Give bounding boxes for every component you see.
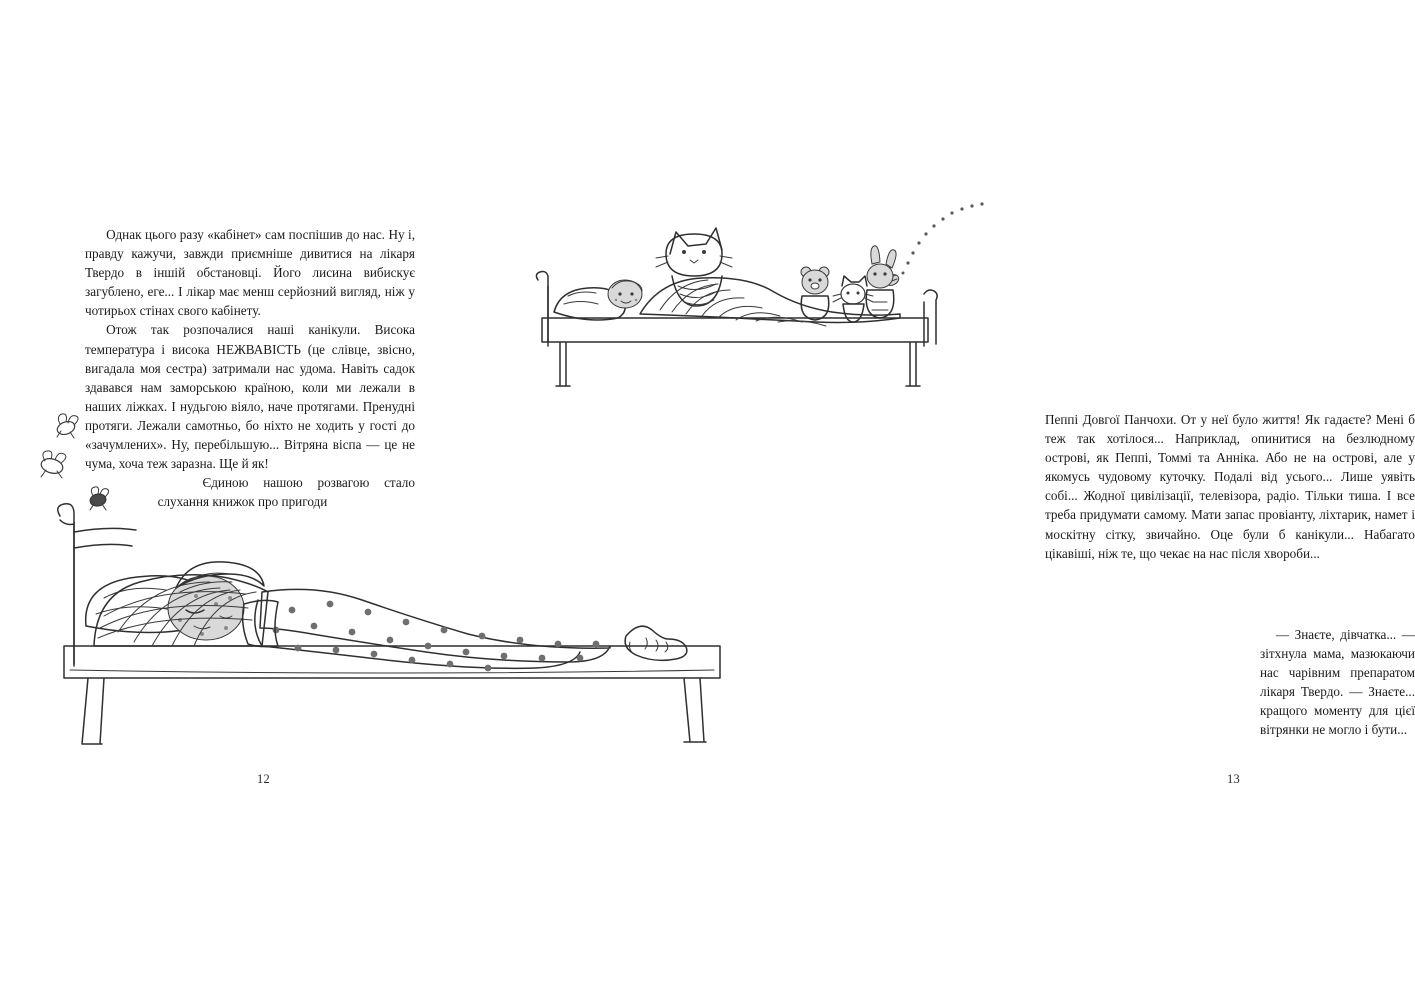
- paragraph: Однак цього разу «кабінет» сам поспішив до нас. Ну і, правду кажучи, завжди приємніше дивитися на лікаря Твердо в іншій обстановці. Його лисина вибискує загублено, еге... І лікар має менш серйозний вигляд, ніж у чотирьох стінах свого кабінету.: [85, 227, 415, 319]
- right-page-text-main: [1045, 410, 1415, 563]
- left-page-text: [85, 225, 415, 511]
- right-page-text-narrow: [1260, 625, 1415, 740]
- paragraph: — Знаєте, дівчатка... — зітхнула мама, мазюкаючи нас чарівним препаратом лікаря Твердо. — Знаєте... кращого моменту для цієї вітрянки не могло і бути...: [1260, 627, 1415, 738]
- left-page: [0, 0, 500, 1000]
- paragraph: Отож так розпочалися наші канікули. Висока температура і висока НЕЖВАВІСТЬ (це слівце, звісно, вигадала моя сестра) затримали нас удома. Навіть садок здавався нам заморською країною, коли ми лежали в наших ліжках. І нудьгою віяло, наче протягами. Пренудні протяги. Лежали самотньо, бо ніхто не ходить у гості до «зачумлених». Ну, перебільшую... Вітряна віспа — це не чума, хоча теж заразна. Ще й як!: [85, 322, 415, 472]
- page-number-right: 13: [1227, 772, 1241, 786]
- page-number-left: 12: [257, 772, 271, 786]
- right-page: [500, 0, 1415, 1000]
- paragraph: Єдиною нашою розвагою стало слухання книжок про пригоди: [157, 475, 415, 510]
- paragraph: Пеппі Довгої Панчохи. От у неї було життя! Як гадаєте? Мені б теж так хотілося... Наприклад, опинитися на безлюдному острові, як Пеппі, Томмі та Анніка. Або не на острові, але у якомусь чудовому куточку. Подалі від усього... Лише уявіть собі... Жодної цивілізації, телевізора, радіо. Тільки тиша. І все треба придумати самому. Мати запас провіанту, ліхтарик, намет і москітну сітку, звичайно. Оце були б канікули... Набагато цікавіші, ніж те, що чекає на нас після хвороби...: [1045, 412, 1415, 561]
